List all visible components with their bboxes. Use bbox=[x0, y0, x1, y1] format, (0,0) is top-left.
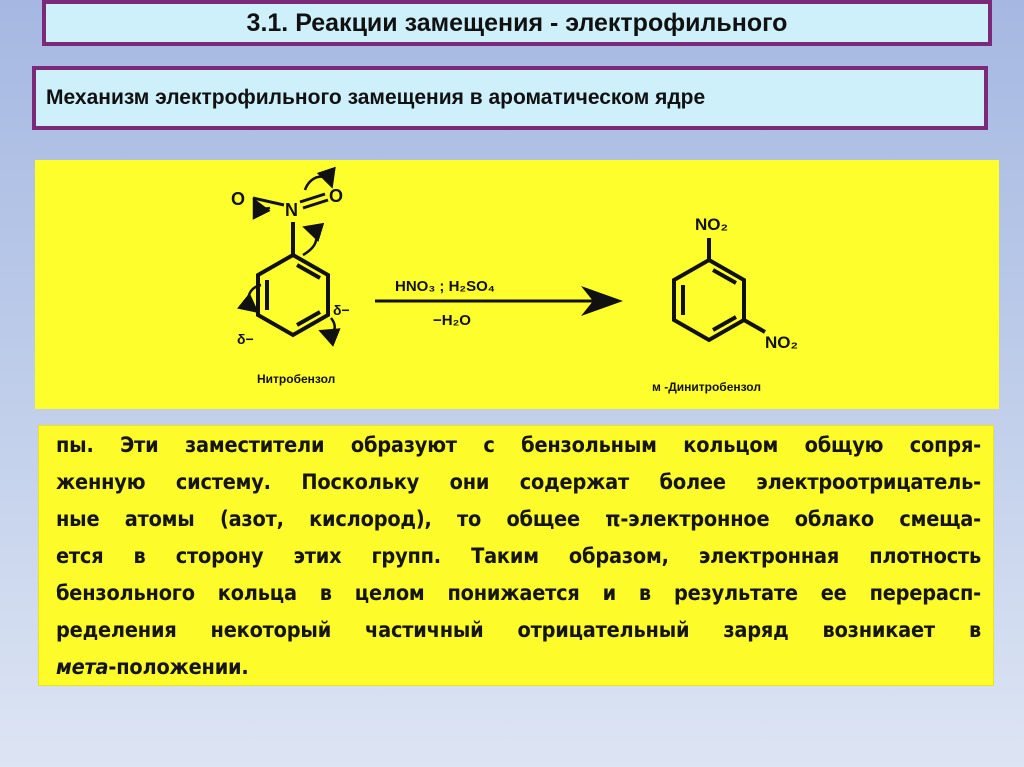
text-line bbox=[56, 649, 981, 686]
subtitle: Механизм электрофильного замещения в ароматическом ядре bbox=[46, 86, 706, 109]
curly-arrow-icon bbox=[305, 177, 331, 190]
text-line: пы. Эти заместители образуют с бензольным кольцом общую сопря- bbox=[56, 433, 981, 458]
text-line-rest: -положении. bbox=[108, 655, 249, 680]
oxygen-left-atom: O bbox=[231, 189, 246, 209]
reaction-reagents: HNO₃ ; H₂SO₄ bbox=[395, 278, 495, 295]
nitrogen-atom: N bbox=[285, 200, 298, 220]
dinitrobenzene-molecule bbox=[674, 215, 798, 352]
curly-arrow-icon bbox=[323, 318, 335, 333]
text-line: женную систему. Поскольку они содержат более электроотрицатель- bbox=[56, 470, 981, 495]
subtitle-box bbox=[32, 66, 988, 130]
meta-term: мета bbox=[56, 655, 109, 680]
curly-arrow-icon bbox=[303, 228, 316, 255]
slide-title-box bbox=[42, 0, 992, 46]
nitro-group-meta: NO₂ bbox=[765, 333, 799, 352]
nitrobenzene-molecule bbox=[231, 177, 350, 347]
text-line: бензольного кольца в целом понижается и в результате ее перерасп- bbox=[56, 581, 981, 606]
reaction-scheme-panel bbox=[35, 160, 999, 409]
product-name: м -Динитробензол bbox=[652, 380, 761, 394]
partial-charge-bottom: δ− bbox=[237, 331, 254, 347]
text-line: ные атомы (азот, кислород), то общее π-электронное облако смеща- bbox=[56, 507, 981, 532]
text-line: ределения некоторый частичный отрицательный заряд возникает в bbox=[56, 618, 981, 643]
explanation-text-panel bbox=[38, 425, 994, 686]
reactant-name: Нитробензол bbox=[257, 372, 336, 386]
slide-title: 3.1. Реакции замещения - электрофильного bbox=[246, 8, 788, 37]
nitro-group-top: NO₂ bbox=[695, 215, 729, 234]
explanation-paragraph bbox=[56, 427, 981, 686]
reaction-byproduct: −H₂O bbox=[433, 312, 471, 329]
text-line: ется в сторону этих групп. Таким образом, электронная плотность bbox=[56, 544, 981, 569]
reaction-scheme bbox=[35, 160, 999, 409]
curly-arrow-icon bbox=[255, 202, 270, 209]
oxygen-right-atom: O bbox=[329, 186, 344, 206]
partial-charge-right: δ− bbox=[333, 302, 350, 318]
